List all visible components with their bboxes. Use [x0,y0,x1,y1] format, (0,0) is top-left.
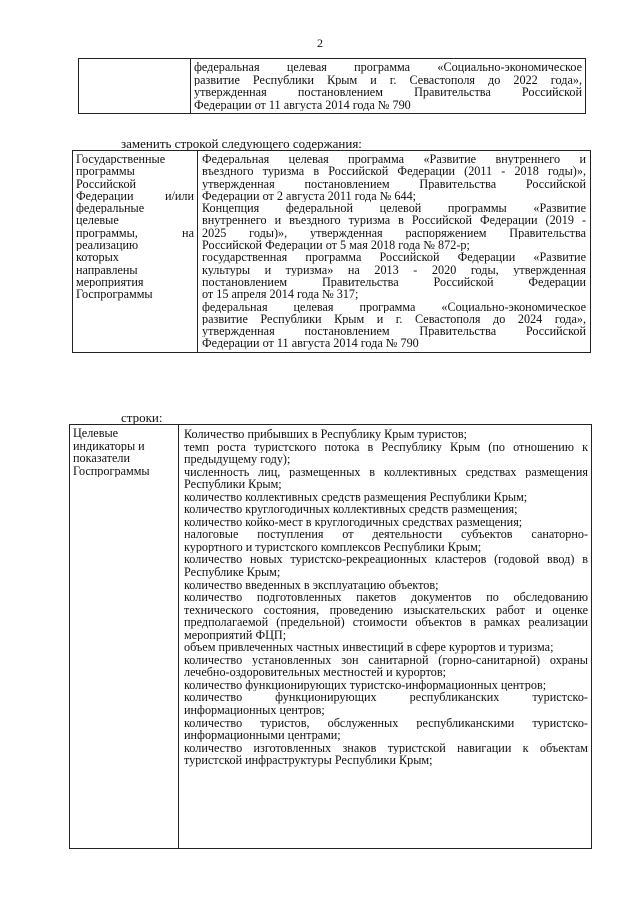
table-state-programs [72,150,591,353]
text-line: от 15 апреля 2014 года № 317; [202,288,359,301]
text-line: Федерации от 2 августа 2011 года № 644; [202,189,417,203]
text-line: технического состояния, проведению изыскательских работ и оценке [184,603,588,617]
text-line: количество коллективных средств размещения Республики Крым; [184,490,528,504]
text-line: количество функционирующих туристско-информационных центров; [184,678,547,692]
text-line: развитие Республики Крым и г. Севастополя до 2024 года», [202,312,586,326]
text-line: утвержденная постановлением Правительства Российской [202,325,586,338]
table-cell-program-list [198,151,591,353]
text-line: лечебно-оздоровительных местностей и курортов; [184,666,447,679]
text-line: мероприятия [76,275,144,289]
text-line: целевые [76,214,119,227]
text-line: направлены [76,263,138,276]
text-line: въездного туризма в Российской Федерации (2011 - 2018 годы)», [202,165,586,178]
text-line: реализацию [76,239,139,252]
table-cell-row-header [73,151,198,353]
text-line: Государственные [76,153,166,166]
text-line: Республике Крым; [184,566,281,579]
text-line: индикаторы и [73,439,145,453]
text-line: количество подготовленных пакетов документов по обследованию [184,591,588,604]
table-cell-indicator-list [179,425,592,849]
text-line: предыдущему году); [184,453,291,466]
text-line: предполагаемой (предельной) стоимости объектов в рамках реализации [184,616,588,629]
text-line: которых [76,251,119,264]
text-line: количество койко-мест в круглогодичных средствах размещения; [184,515,523,529]
text-line: Федерации от 11 августа 2014 года № 790 [194,98,411,112]
text-line: программы, на [76,226,194,240]
text-line: информационными центрами; [184,729,341,742]
text-line: федеральная целевая программа «Социально-экономическое [202,300,586,313]
text-line: утвержденная постановлением Правительства Российской [194,86,582,99]
table-old-program-row [78,58,586,114]
text-line: утвержденная постановлением Правительства Российской [202,177,586,190]
text-line: постановлением Правительства Российской Федерации [202,275,586,289]
text-line: темп роста туристского потока в Республику Крым (по отношению к [184,440,588,454]
text-line: курортного и туристского комплексов Республики Крым; [184,540,482,554]
text-line: Российской Федерации от 5 мая 2018 года № 872-р; [202,239,470,252]
text-line: Федерации и/или [76,189,194,203]
text-line: информационных центров; [184,704,325,717]
text-line: Российской [76,177,137,190]
text-line: мероприятий ФЦП; [184,628,287,642]
text-line: количество введенных в эксплуатацию объектов; [184,578,439,592]
text-line: программы [76,165,135,178]
text-line: Федерации от 11 августа 2014 года № 790 [202,337,419,350]
text-line: внутреннего и въездного туризма в Российской Федерации (2019 - [202,214,586,227]
page-number: 2 [317,36,323,50]
text-line: налоговые поступления от деятельности субъектов санаторно- [184,528,588,541]
text-line: количество изготовленных знаков туристской навигации к объектам [184,741,588,755]
caption-rows: строки: [121,410,163,425]
table-cell-row-header [70,425,179,849]
table-cell-program-text [191,59,586,114]
text-line: 2025 годы)», утвержденная распоряжением Правительства [202,226,586,240]
table-cell-empty [79,59,191,114]
text-line: количество новых туристско-рекреационных кластеров (годовой ввод) в [184,553,588,567]
caption-replace-row: заменить строкой следующего содержания: [121,136,362,151]
text-line: Госпрограммы [76,288,153,301]
text-line: Республики Крым; [184,478,282,491]
text-line: туристской инфраструктуры Республики Крым; [184,754,433,767]
text-line: культуры и туризма» на 2013 - 2020 годы, утвержденная [202,263,586,276]
text-line: государственная программа Российской Федерации «Развитие [202,251,586,264]
text-line: Госпрограммы [73,464,150,478]
text-line: Целевые [73,427,119,440]
text-line: федеральные [76,202,145,215]
text-line: количество функционирующих республиканских туристско- [184,691,588,705]
table-target-indicators [69,424,592,849]
text-line: численность лиц, размещенных в коллективных средствах размещения [184,465,588,479]
text-line: федеральная целевая программа «Социально-экономическое [194,61,582,74]
text-line: Количество прибывших в Республику Крым туристов; [184,428,468,441]
text-line: количество круглогодичных коллективных средств размещения; [184,503,518,516]
text-line: количество туристов, обслуженных республиканскими туристско- [184,716,588,730]
text-line: Федеральная целевая программа «Развитие внутреннего и [202,153,586,166]
text-line: показатели [73,452,131,465]
text-line: развитие Республики Крым и г. Севастополя до 2022 года», [194,73,582,87]
text-line: Концепция федеральной целевой программы «Развитие [202,202,586,215]
text-line: количество установленных зон санитарной (горно-санитарной) охраны [184,653,588,667]
text-line: объем привлеченных частных инвестиций в сфере курортов и туризма; [184,641,554,654]
